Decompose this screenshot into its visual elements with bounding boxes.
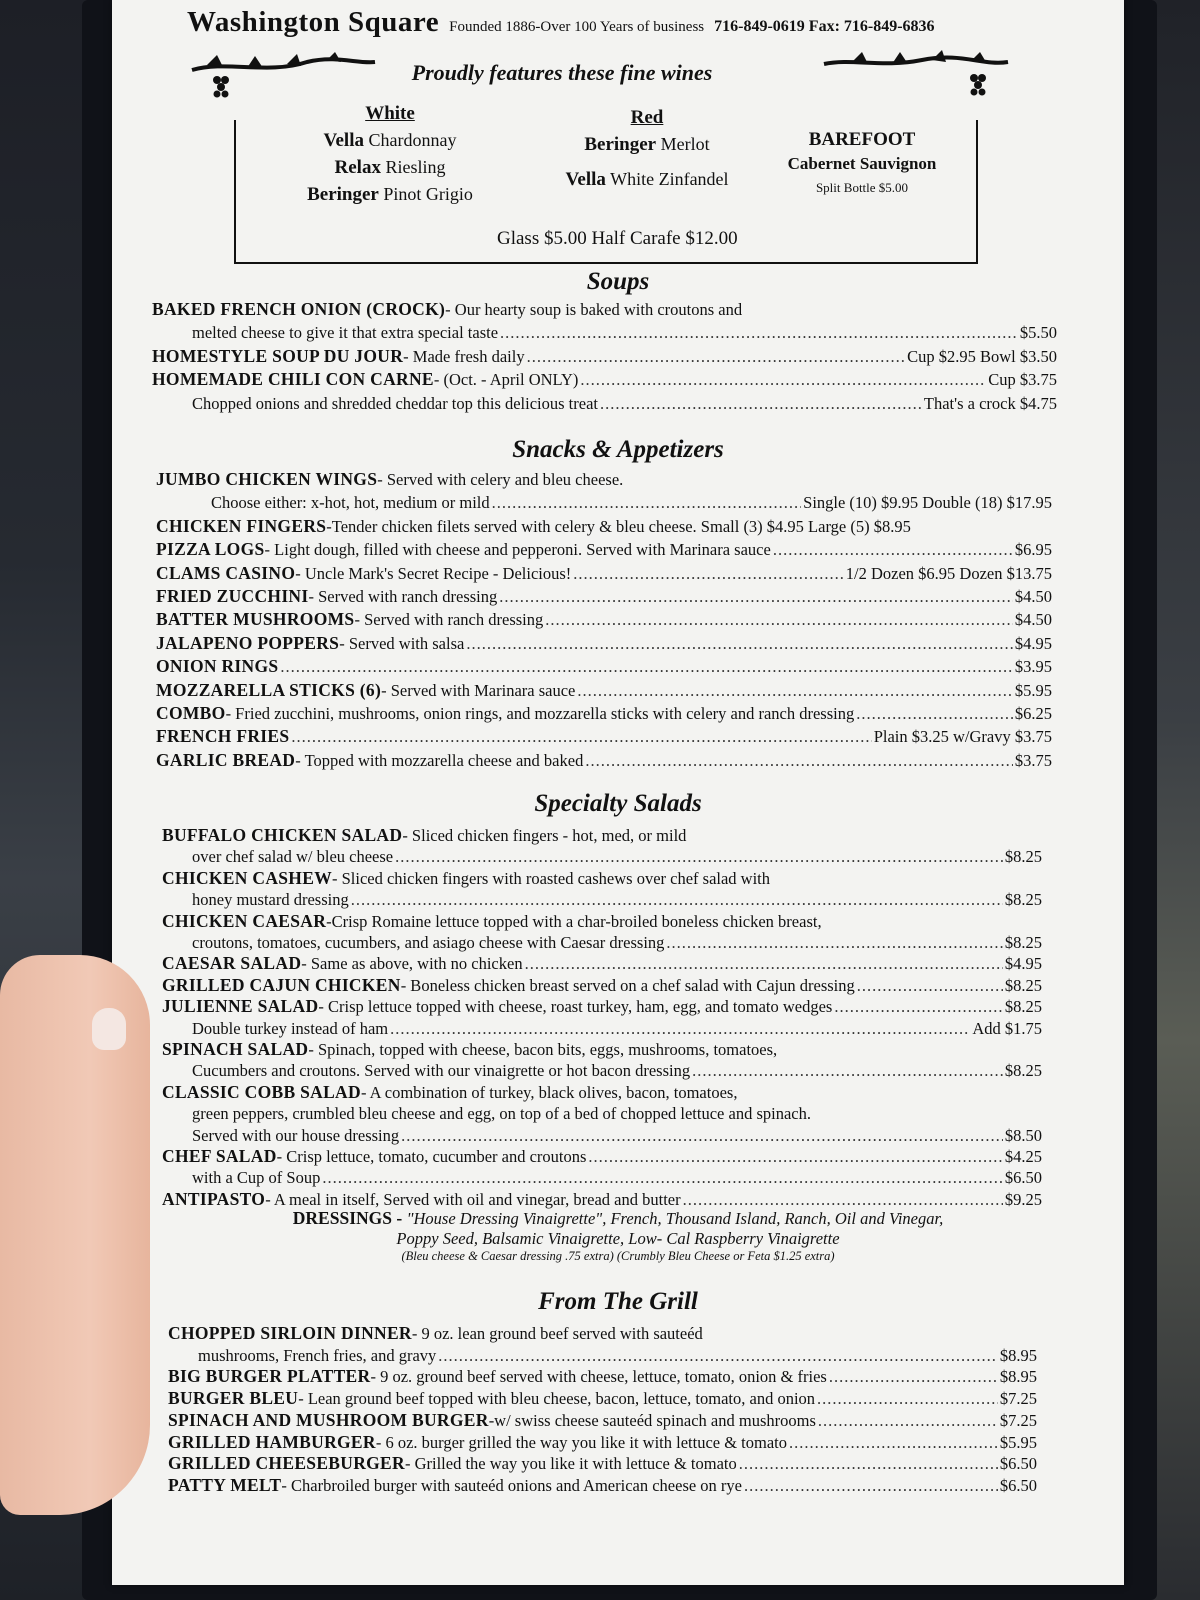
dressings-label: DRESSINGS - [292,1208,407,1228]
menu-item-description: - Boneless chicken breast served on a chef salad with Cajun dressing [400,975,855,995]
section-title-soups: Soups [586,268,650,295]
menu-item-name: PIZZA LOGS [156,539,265,560]
dot-leader [545,608,1013,631]
menu-item-price: $4.50 [1014,587,1052,606]
menu-item [156,468,1052,491]
dot-leader [577,679,1013,702]
menu-item-description: - Made fresh daily [403,346,525,366]
menu-item-name: PATTY MELT [168,1474,282,1495]
barefoot-note: Split Bottle $5.00 [815,180,909,195]
menu-item-name: CLASSIC COBB SALAD [162,1081,361,1102]
menu-item-price: $5.95 [1014,680,1052,700]
menu-item [162,1038,1042,1061]
menu-item-description: over chef salad w/ bleu cheese [192,847,394,867]
menu-item [156,538,1052,561]
menu-item-description: - Sliced chicken fingers - hot, med, or mild [402,826,687,845]
menu-item [192,1017,1042,1040]
menu-item-name: JUMBO CHICKEN WINGS [156,469,378,489]
dot-leader [499,585,1013,608]
menu-item-price: Add $1.75 [972,1018,1042,1038]
menu-item-price: $5.95 [999,1432,1037,1452]
restaurant-name: Washington Square [187,6,440,38]
menu-item [192,392,1057,415]
menu-item-description: -Tender chicken filets served with celery & bleu cheese. Small (3) $4.95 Large (5) $8.95 [326,516,911,536]
dot-leader [818,1409,998,1432]
barefoot-heading: BAREFOOT [808,129,916,150]
menu-item-description: - (Oct. - April ONLY) [433,370,579,390]
menu-item [162,824,1042,847]
dot-leader [856,702,1013,725]
dot-leader [466,632,1013,655]
menu-item-description: - A meal in itself, Served with oil and vinegar, bread and butter [265,1189,681,1209]
menu-item [156,585,1052,608]
menu-item [162,1145,1042,1168]
menu-item [162,974,1042,997]
menu-item [192,845,1042,868]
dressings-extra: (Bleu cheese & Caesar dressing .75 extra) (Crumbly Bleu Cheese or Feta $1.25 extra) [401,1249,835,1263]
wine-item: Vella White Zinfandel [565,169,729,190]
menu-item-name: CLAMS CASINO [156,562,296,583]
section-title-snacks: Snacks & Appetizers [512,436,724,463]
menu-item-name: BUFFALO CHICKEN SALAD [162,825,403,845]
menu-item-name: CHEF SALAD [162,1146,277,1166]
menu-item [192,888,1042,911]
menu-item [156,725,1052,748]
menu-item [168,1474,1037,1497]
dressings-list: "House Dressing Vinaigrette", French, Thousand Island, Ranch, Oil and Vinegar, [406,1209,944,1228]
menu-item-price: $6.50 [999,1475,1037,1495]
menu-item-description: - Our hearty soup is baked with croutons and [445,300,743,319]
menu-item-price: 1/2 Dozen $6.95 Dozen $13.75 [845,563,1052,583]
menu-item-description: green peppers, crumbled bleu cheese and egg, on top of a bed of chopped lettuce and spinach. [192,1104,811,1124]
menu-item-description: - Crisp lettuce, tomato, cucumber and croutons [276,1147,587,1166]
menu-item-description: - Same as above, with no chicken [301,954,523,974]
menu-item [168,1322,1037,1345]
menu-item-price: $7.25 [999,1389,1037,1409]
dot-leader [692,1059,1003,1082]
menu-item-description: - Sliced chicken fingers with roasted cashews over chef salad with [332,868,771,888]
menu-item [162,910,1042,933]
section-title-grill: From The Grill [538,1288,698,1315]
grape-vine-icon [822,50,1012,102]
dot-leader [351,888,1003,911]
menu-item [156,679,1052,702]
dot-leader [588,1145,1002,1168]
menu-item-name: ANTIPASTO [162,1188,266,1209]
wine-title: Proudly features these fine wines [411,60,713,85]
menu-item-price: Plain $3.25 w/Gravy $3.75 [873,727,1052,747]
dot-leader [291,725,871,748]
menu-item-price: Single (10) $9.95 Double (18) $17.95 [803,493,1052,513]
menu-item-price: $4.25 [1004,1147,1042,1166]
wine-item: Vella Chardonnay [323,130,457,151]
dot-leader [525,952,1003,975]
menu-item-name: FRIED ZUCCHINI [156,586,309,606]
menu-item [168,1409,1037,1432]
menu-item-description: melted cheese to give it that extra special taste [192,323,499,343]
menu-item-description: - Fried zucchini, mushrooms, onion rings, and mozzarella sticks with celery and ranch dressing [225,704,855,723]
menu-item-description: with a Cup of Soup [192,1168,321,1188]
hand [0,955,150,1515]
dot-leader [401,1124,1003,1147]
menu-item-price: $4.95 [1004,954,1042,974]
menu-page [112,0,1124,1585]
dressings-line [112,1208,1124,1229]
menu-item-description: croutons, tomatoes, cucumbers, and asiago cheese with Caesar dressing [192,933,665,952]
barefoot-wine [772,128,952,200]
menu-item-description: - 9 oz. ground beef served with cheese, lettuce, tomato, onion & fries [370,1367,827,1387]
menu-item-price: $8.25 [1004,997,1042,1017]
menu-item [156,702,1052,725]
menu-item [162,995,1042,1018]
menu-item-name: CHICKEN CAESAR [162,910,327,931]
menu-item-name: CHOPPED SIRLOIN DINNER [168,1323,412,1343]
menu-item [168,1452,1037,1475]
dot-leader [585,749,1013,772]
menu-item-description: mushrooms, French fries, and gravy [198,1345,437,1365]
menu-item-price: $8.95 [999,1345,1037,1365]
menu-item-name: BAKED FRENCH ONION (CROCK) [152,299,446,319]
dot-leader [666,931,1002,954]
menu-item [156,608,1052,631]
menu-item [192,1102,1042,1125]
barefoot-type: Cabernet Sauvignon [787,154,937,173]
menu-item [152,298,1057,321]
dot-leader [527,345,906,368]
dot-leader [395,845,1003,868]
menu-item-description: Choose either: x-hot, hot, medium or mild [211,493,490,513]
white-wines-heading: White [365,103,415,124]
dot-leader [739,1452,998,1475]
menu-item-price: $4.95 [1014,633,1052,653]
menu-item [162,1081,1042,1104]
menu-item-description: - Lean ground beef topped with bleu cheese, bacon, lettuce, tomato, and onion [298,1389,816,1409]
menu-item-description: Served with our house dressing [192,1125,400,1145]
menu-item-description: - Served with celery and bleu cheese. [377,470,624,489]
menu-item [162,952,1042,975]
dot-leader [834,995,1003,1018]
founded-text: Founded 1886-Over 100 Years of business [449,19,705,35]
menu-item-price: That's a crock $4.75 [923,393,1057,413]
menu-item-price: $9.25 [1004,1189,1042,1209]
restaurant-header [187,6,1117,39]
menu-item-price: $8.25 [1004,890,1042,910]
menu-item-description: Chopped onions and shredded cheddar top this delicious treat [192,393,598,413]
dot-leader [789,1431,998,1454]
menu-item [168,1387,1037,1410]
menu-item-name: GRILLED HAMBURGER [168,1431,376,1452]
menu-item-price: $8.25 [1004,975,1042,995]
menu-item-price: $4.50 [1014,610,1052,630]
menu-item-name: BIG BURGER PLATTER [168,1366,371,1387]
menu-item [198,1344,1037,1367]
menu-item-description: -Crisp Romaine lettuce topped with a char-broiled boneless chicken breast, [326,911,822,931]
dressings-line [112,1229,1124,1249]
menu-item-description: Cucumbers and croutons. Served with our vinaigrette or hot bacon dressing [192,1061,691,1081]
menu-item-price: $8.95 [999,1367,1037,1387]
menu-item-price: $8.50 [1004,1125,1042,1145]
wine-pricing: Glass $5.00 Half Carafe $12.00 [497,228,738,249]
menu-item-description: - Served with salsa [339,633,465,653]
dot-leader [322,1166,1003,1189]
menu-item [156,655,1052,678]
menu-item-name: SPINACH AND MUSHROOM BURGER [168,1409,489,1430]
dot-leader [773,538,1013,561]
menu-item-name: GRILLED CAJUN CHICKEN [162,974,401,995]
menu-item-description: - 9 oz. lean ground beef served with sauteéd [411,1324,703,1343]
menu-item-name: BURGER BLEU [168,1388,299,1409]
dot-leader [744,1474,998,1497]
menu-item [192,1059,1042,1082]
menu-item-price: $6.25 [1014,704,1052,723]
menu-item-name: COMBO [156,703,226,723]
menu-item-name: GRILLED CHEESEBURGER [168,1453,405,1474]
menu-item-name: JULIENNE SALAD [162,996,319,1017]
section-title-salads: Specialty Salads [534,790,702,817]
dot-leader [492,491,802,514]
dot-leader [600,392,922,415]
menu-item [192,931,1042,954]
menu-item [156,632,1052,655]
menu-item-description: - Charbroiled burger with sauteéd onions and American cheese on rye [281,1475,743,1495]
menu-item-name: HOMEMADE CHILI CON CARNE [152,369,434,390]
red-wines-heading: Red [630,107,664,128]
menu-item-name: CHICKEN CASHEW [162,867,332,888]
menu-item-price: Cup $2.95 Bowl $3.50 [907,346,1057,366]
phone-fax: 716-849-0619 Fax: 716-849-6836 [714,18,935,35]
menu-item-price: $7.25 [999,1410,1037,1430]
menu-item [192,321,1057,344]
wine-item: Beringer Pinot Grigio [307,184,473,205]
menu-item [156,749,1052,772]
menu-item [192,1166,1042,1189]
menu-item-name: ONION RINGS [156,656,279,677]
menu-item-description: - Served with ranch dressing [354,610,544,630]
menu-item-price: $6.50 [1004,1168,1042,1188]
menu-item-price: $8.25 [1004,1061,1042,1081]
wine-item: Relax Riesling [334,157,446,178]
menu-item [168,1365,1037,1388]
menu-item-description: - Served with ranch dressing [308,587,498,606]
white-wines [290,100,490,208]
menu-item-price: $5.50 [1019,323,1057,343]
menu-item [211,491,1052,514]
dot-leader [390,1017,970,1040]
menu-item-name: BATTER MUSHROOMS [156,609,355,630]
wine-item: Beringer Merlot [584,134,710,155]
menu-item-description: -w/ swiss cheese sauteéd spinach and mushrooms [488,1410,816,1430]
menu-item-price: Cup $3.75 [988,370,1057,390]
dot-leader [280,655,1012,678]
menu-item-price: $6.50 [999,1454,1037,1474]
menu-item-description: honey mustard dressing [192,890,349,910]
menu-item-price: $3.95 [1014,657,1052,677]
red-wines [542,104,752,193]
dot-leader [500,321,1018,344]
menu-item-description: Double turkey instead of ham [192,1018,389,1038]
menu-item-description: - Spinach, topped with cheese, bacon bits, eggs, mushrooms, tomatoes, [308,1040,778,1059]
menu-item-name: FRENCH FRIES [156,726,290,747]
menu-item-description: - Grilled the way you like it with lettuce & tomato [404,1454,737,1474]
menu-item-description: - 6 oz. burger grilled the way you like it with lettuce & tomato [375,1432,788,1452]
menu-item-description: - Served with Marinara sauce [381,680,576,700]
menu-item [162,867,1042,890]
dot-leader [438,1344,998,1367]
menu-item-price: $8.25 [1004,847,1042,867]
dressings-block [112,1208,1124,1264]
menu-item-price: $8.25 [1004,933,1042,952]
menu-item-description: - Uncle Mark's Secret Recipe - Delicious! [295,563,572,583]
menu-item [152,345,1057,368]
menu-item [192,1124,1042,1147]
menu-item-name: MOZZARELLA STICKS (6) [156,679,382,700]
dot-leader [580,368,986,391]
menu-item-price: $3.75 [1014,750,1052,770]
dot-leader [817,1387,998,1410]
menu-item [168,1431,1037,1454]
fingernail [92,1008,126,1050]
menu-item [156,515,1052,538]
dot-leader [573,562,843,585]
menu-item-description: - Topped with mozzarella cheese and baked [295,750,584,770]
menu-item-name: CHICKEN FINGERS [156,515,327,536]
menu-item-description: - Crisp lettuce topped with cheese, roast turkey, ham, egg, and tomato wedges [318,997,833,1017]
dot-leader [829,1365,998,1388]
menu-item-description: - Light dough, filled with cheese and pepperoni. Served with Marinara sauce [264,540,771,560]
menu-item-name: JALAPENO POPPERS [156,632,340,653]
menu-item-name: GARLIC BREAD [156,749,296,770]
dot-leader [857,974,1003,997]
menu-item-name: HOMESTYLE SOUP DU JOUR [152,345,404,366]
menu-item-name: CAESAR SALAD [162,953,302,974]
menu-item-name: SPINACH SALAD [162,1039,309,1059]
dressings-list: Poppy Seed, Balsamic Vinaigrette, Low- Cal Raspberry Vinaigrette [396,1229,840,1248]
menu-item [152,368,1057,391]
menu-item-price: $6.95 [1014,540,1052,560]
menu-item [156,562,1052,585]
menu-item-description: - A combination of turkey, black olives, bacon, tomatoes, [360,1082,738,1102]
